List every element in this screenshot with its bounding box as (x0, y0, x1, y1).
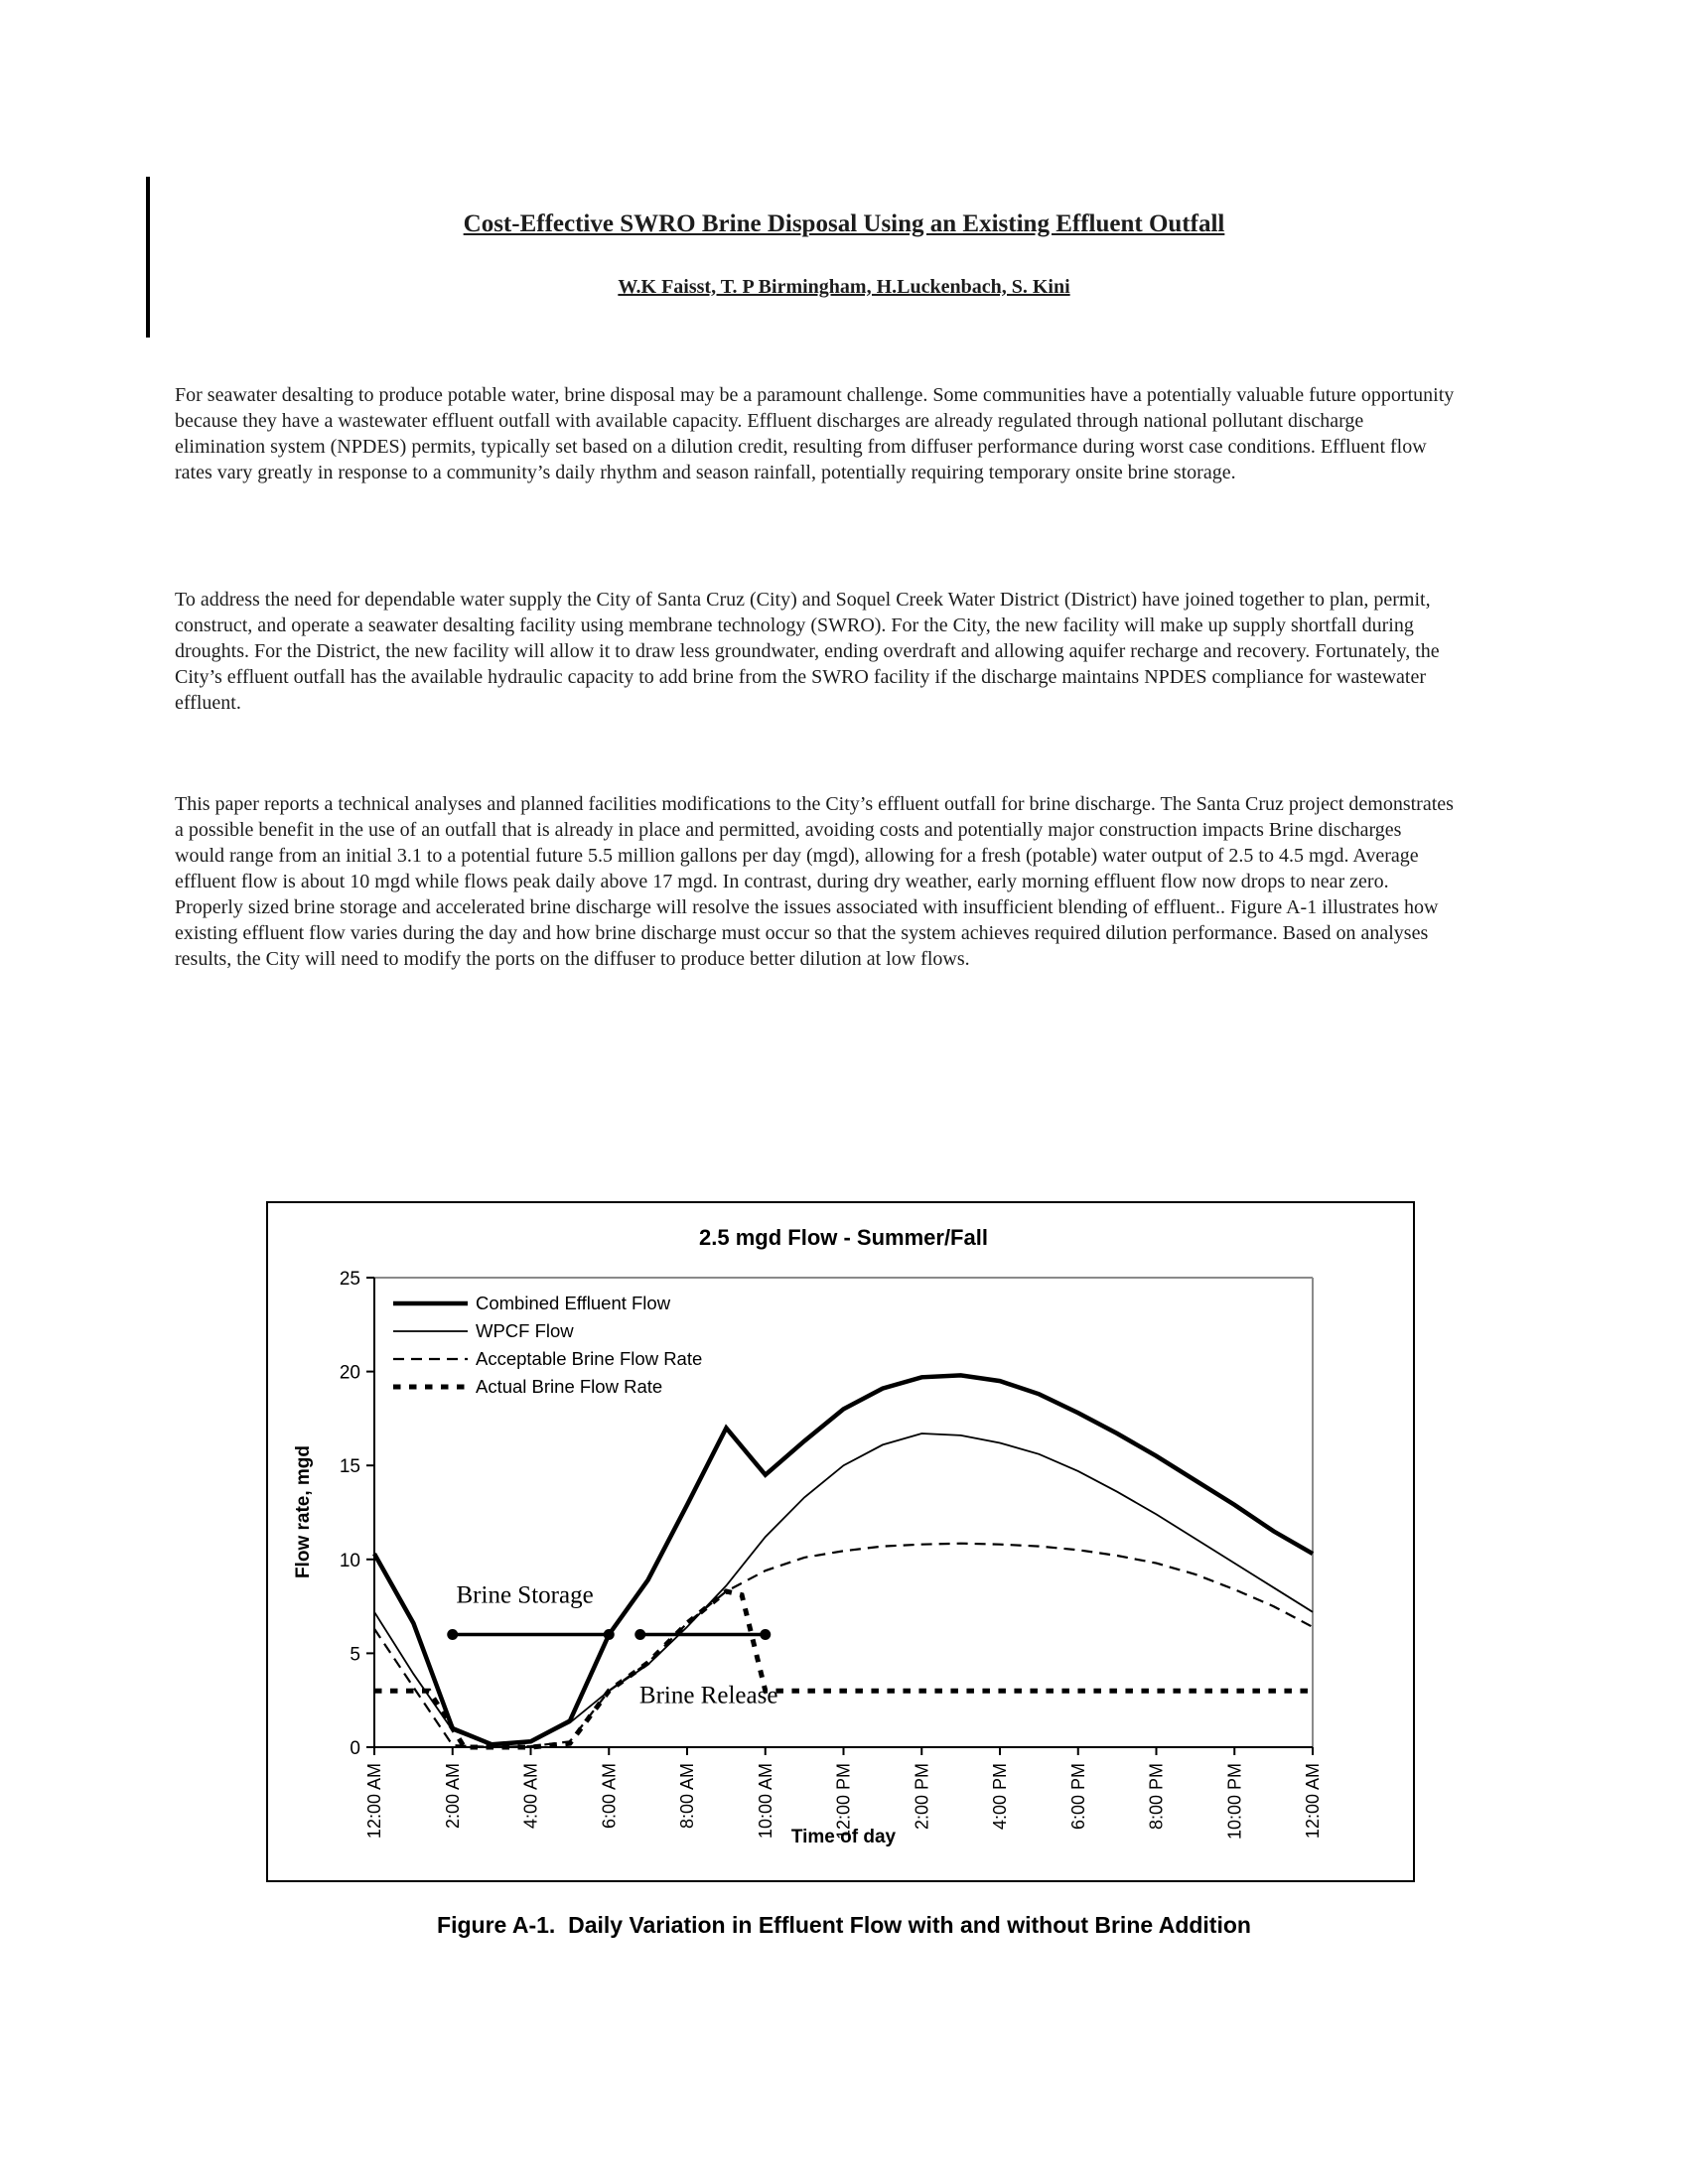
x-tick-label: 12:00 AM (1303, 1763, 1323, 1840)
x-tick-label: 4:00 AM (520, 1763, 541, 1830)
legend-label: Actual Brine Flow Rate (476, 1376, 663, 1397)
x-tick-label: 2:00 PM (912, 1763, 932, 1831)
legend-label: Acceptable Brine Flow Rate (476, 1348, 703, 1369)
x-tick-label: 6:00 PM (1067, 1763, 1088, 1831)
x-tick-label: 8:00 PM (1146, 1763, 1167, 1831)
legend-label: WPCF Flow (476, 1320, 574, 1341)
annotation-endpoint-dot (447, 1629, 458, 1640)
chart-y-axis-label: Flow rate, mgd (293, 1444, 314, 1579)
annotation-label: Brine Release (638, 1682, 778, 1709)
y-tick-label: 20 (339, 1362, 360, 1384)
x-tick-label: 12:00 AM (364, 1763, 384, 1840)
paragraph-3: This paper reports a technical analyses and planned facilities modifications to the City’s effluent outfall for brine discharge. The Santa Cruz project demonstrates a possible benefit in the use of an outfall that is already in place and permitted, avoiding costs and potentially major construction impacts Brine discharges would range from an initial 3.1 to a potential future 5.5 million gallons per day (mgd), allowing for a fresh (potable) water output of 2.5 to 4.5 mgd. Average effluent flow is about 10 mgd while flows peak daily above 17 mgd. In contrast, during dry weather, early morning effluent flow now drops to near zero. Properly sized brine storage and accelerated brine discharge will resolve the issues associated with insufficient blending of effluent.. Figure A-1 illustrates how existing effluent flow varies during the day and how brine discharge must occur so that the system achieves required dilution performance. Based on analyses results, the City will need to modify the ports on the diffuser to produce better dilution at low flows. (175, 793, 1454, 970)
series-actual-brine-flow-rate (374, 1591, 1313, 1747)
revision-change-bar (146, 177, 150, 338)
document-title: Cost-Effective SWRO Brine Disposal Using an Existing Effluent Outfall (463, 210, 1225, 237)
y-tick-label: 15 (339, 1456, 360, 1478)
document-authors: W.K Faisst, T. P Birmingham, H.Luckenbach, S. Kini (618, 276, 1070, 298)
annotation-endpoint-dot (604, 1629, 615, 1640)
y-tick-label: 5 (350, 1644, 360, 1666)
x-tick-label: 6:00 AM (599, 1763, 620, 1830)
chart-plot-svg (268, 1203, 1413, 1880)
x-tick-label: 10:00 AM (755, 1763, 775, 1840)
series-acceptable-brine-flow-rate (374, 1544, 1313, 1747)
y-tick-label: 10 (339, 1550, 360, 1571)
x-tick-label: 4:00 PM (990, 1763, 1010, 1831)
annotation-endpoint-dot (634, 1629, 645, 1640)
paragraph-2: To address the need for dependable water supply the City of Santa Cruz (City) and Soquel Creek Water District (District) have joined together to plan, permit, construct, and operate a seawater desalting facility using membrane technology (SWRO). For the City, the new facility will make up supply shortfall during droughts. For the District, the new facility will allow it to draw less groundwater, ending overdraft and allowing aquifer recharge and recovery. Fortunately, the City’s effluent outfall has the available hydraulic capacity to add brine from the SWRO facility if the discharge maintains NPDES compliance for wastewater effluent. (175, 589, 1440, 714)
paragraph-1: For seawater desalting to produce potable water, brine disposal may be a paramount challenge. Some communities have a potentially valuable future opportunity because they have a wastewater effluent outfall with available capacity. Effluent discharges are already regulated through national pollutant discharge elimination system (NPDES) permits, typically set based on a dilution credit, resulting from diffuser performance during worst case conditions. Effluent flow rates vary greatly in response to a community’s daily rhythm and season rainfall, potentially requiring temporary onsite brine storage. (175, 384, 1455, 483)
annotation-endpoint-dot (760, 1629, 771, 1640)
x-tick-label: 2:00 AM (442, 1763, 463, 1830)
chart-title: 2.5 mgd Flow - Summer/Fall (699, 1225, 988, 1250)
x-tick-label: 12:00 PM (833, 1763, 854, 1841)
y-tick-label: 0 (350, 1738, 360, 1759)
y-tick-label: 25 (339, 1269, 360, 1290)
x-tick-label: 8:00 AM (677, 1763, 697, 1830)
x-tick-label: 10:00 PM (1224, 1763, 1245, 1841)
figure-a1-chart (266, 1201, 1415, 1882)
figure-caption: Figure A-1. Daily Variation in Effluent Flow with and without Brine Addition (437, 1912, 1251, 1938)
annotation-label: Brine Storage (456, 1581, 594, 1609)
legend-label: Combined Effluent Flow (476, 1293, 671, 1313)
chart-x-axis-label: Time of day (790, 1827, 897, 1847)
